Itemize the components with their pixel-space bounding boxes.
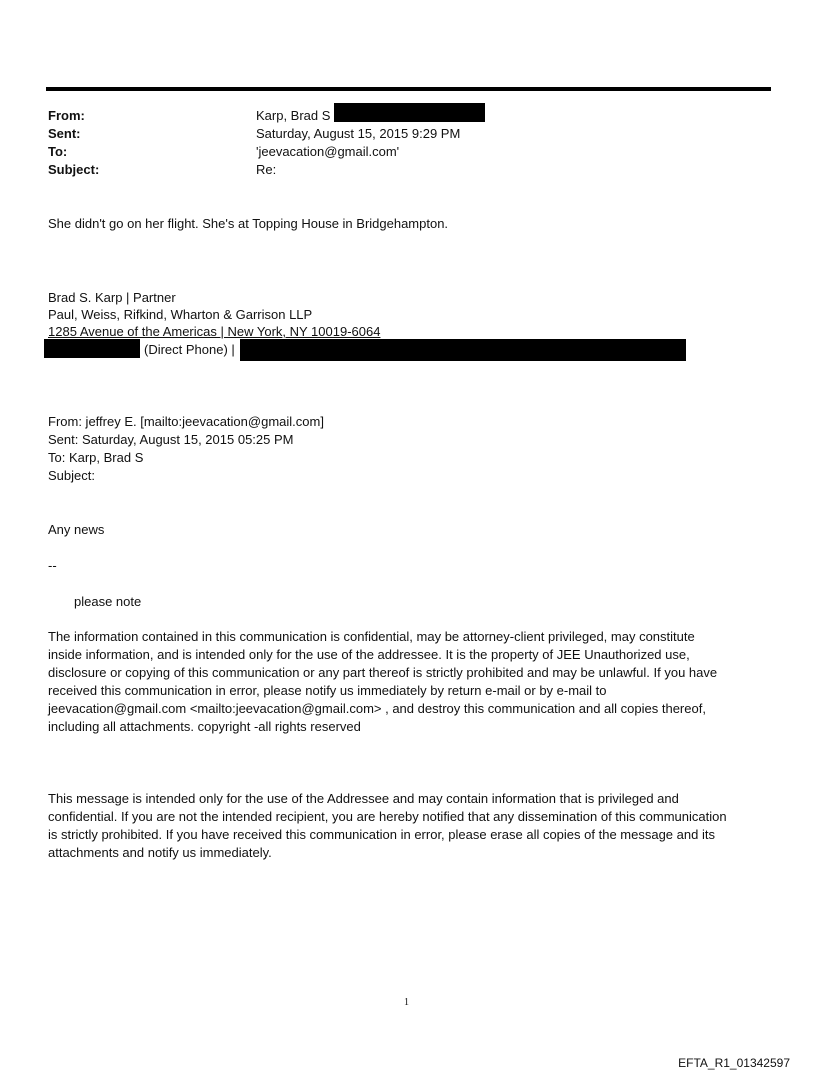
redaction-contact bbox=[240, 339, 686, 361]
redaction-phone bbox=[44, 339, 140, 358]
to-label: To: bbox=[48, 144, 68, 159]
quoted-to: To: Karp, Brad S bbox=[48, 450, 144, 465]
quoted-body: Any news bbox=[48, 522, 105, 537]
disclaimer-text: The information contained in this communication is confidential, may be attorney-client privileged, may constitute inside information, and is intended only for the use of the addressee. It is the property of JEE Unauthorized use, disclosure or copying of this communication or any part thereof is strictly prohibited and may be unlawful. If you have received this communication in error, please notify us immediately by return e-mail or by e-mail to jeevacation@gmail.com <mailto:jeevacation@gmail.com> , and destroy this communication and all copies thereof, including all attachments. copyright -all rights reserved bbox=[48, 629, 718, 734]
signature-firm: Paul, Weiss, Rifkind, Wharton & Garrison LLP bbox=[48, 307, 313, 322]
quoted-from: From: jeffrey E. [mailto:jeevacation@gmail.com] bbox=[48, 414, 324, 429]
quoted-separator: -- bbox=[48, 558, 57, 573]
quoted-note: please note bbox=[74, 594, 142, 609]
footer-notice: This message is intended only for the use of the Addressee and may contain information that is privileged and confidential. If you are not the intended recipient, you are hereby notified that any dissemination of this communication is strictly prohibited. If you have received this communication in error, please erase all copies of the message and its attachments and notify us immediately. bbox=[48, 791, 727, 860]
sent-label: Sent: bbox=[48, 126, 81, 141]
signature-address: 1285 Avenue of the Americas | New York, NY 10019-6064 bbox=[48, 324, 381, 339]
from-label: From: bbox=[48, 108, 85, 123]
subject-value: Re: bbox=[256, 162, 277, 177]
quoted-subject: Subject: bbox=[48, 468, 95, 483]
sent-value: Saturday, August 15, 2015 9:29 PM bbox=[256, 126, 461, 141]
signature-name: Brad S. Karp | Partner bbox=[48, 290, 176, 305]
header-rule bbox=[46, 87, 771, 91]
quoted-sent: Sent: Saturday, August 15, 2015 05:25 PM bbox=[48, 432, 294, 447]
signature-phone-label: (Direct Phone) | bbox=[144, 342, 235, 357]
to-value: 'jeevacation@gmail.com' bbox=[256, 144, 400, 159]
message-body: She didn't go on her flight. She's at Topping House in Bridgehampton. bbox=[48, 216, 449, 231]
bates-number: EFTA_R1_01342597 bbox=[678, 1056, 790, 1070]
from-value: Karp, Brad S bbox=[256, 108, 331, 123]
subject-label: Subject: bbox=[48, 162, 100, 177]
redaction-from-email bbox=[334, 103, 485, 122]
page-number: 1 bbox=[404, 997, 409, 1008]
